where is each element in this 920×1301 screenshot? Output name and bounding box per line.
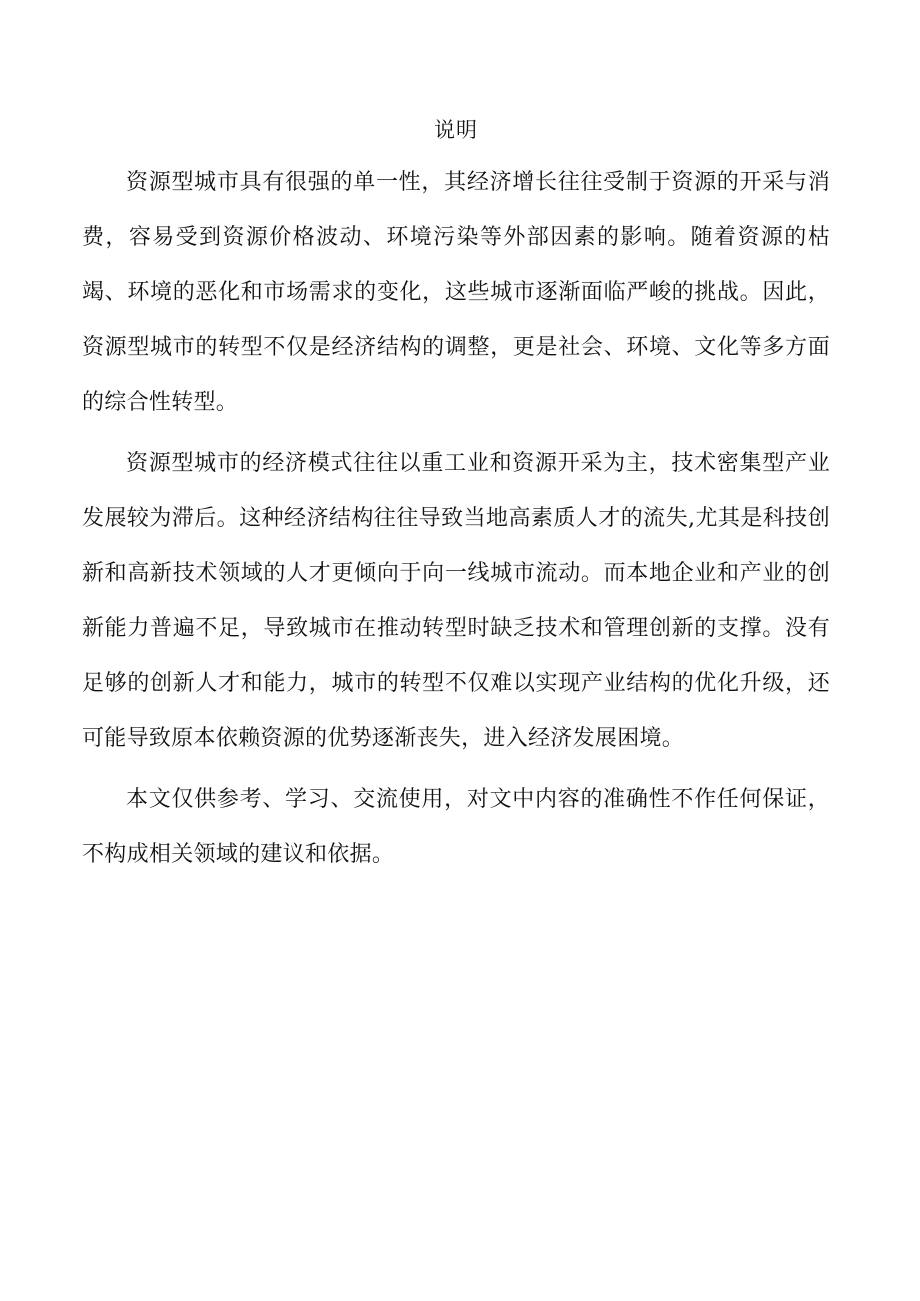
document-page bbox=[82, 112, 830, 882]
paragraph-3-disclaimer: 本文仅供参考、学习、交流使用，对文中内容的准确性不作任何保证，不构成相关领域的建议和依据。 bbox=[82, 787, 830, 867]
document-title: 说明 bbox=[434, 118, 478, 142]
paragraph-1: 资源型城市具有很强的单一性，其经济增长往往受制于资源的开采与消费，容易受到资源价格波动、环境污染等外部因素的影响。随着资源的枯竭、环境的恶化和市场需求的变化，这些城市逐渐面临严峻的挑战。因此，资源型城市的转型不仅是经济结构的调整，更是社会、环境、文化等多方面的综合性转型。 bbox=[82, 170, 830, 415]
paragraph-2: 资源型城市的经济模式往往以重工业和资源开采为主，技术密集型产业发展较为滞后。这种经济结构往往导致当地高素质人才的流失,尤其是科技创新和高新技术领域的人才更倾向于向一线城市流动。而本地企业和产业的创新能力普遍不足，导致城市在推动转型时缺乏技术和管理创新的支撑。没有足够的创新人才和能力，城市的转型不仅难以实现产业结构的优化升级，还可能导致原本依赖资源的优势逐渐丧失，进入经济发展困境。 bbox=[82, 451, 830, 751]
